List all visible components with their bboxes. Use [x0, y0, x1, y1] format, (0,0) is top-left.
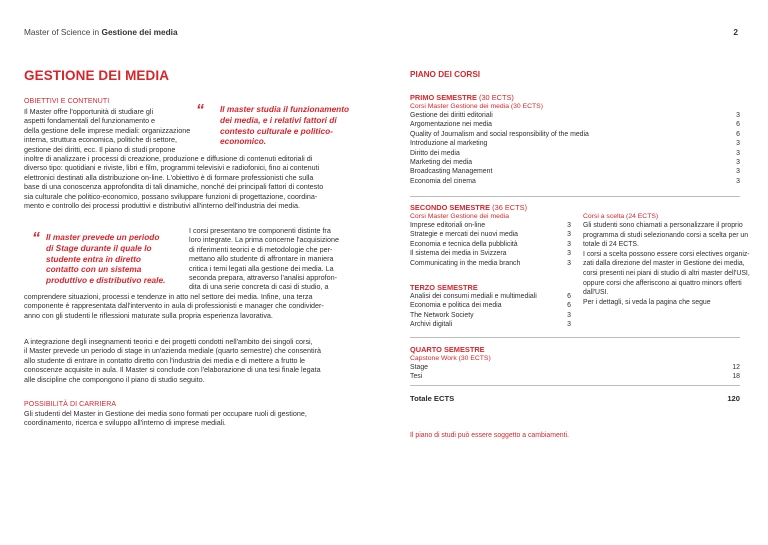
objectives-para-wide [24, 154, 359, 210]
text-line: diverso tipo: quotidiani e riviste, libri e film, programmi televisivi e radiofonici, fino ai contenuti [24, 163, 320, 173]
text-line: Per i dettagli, si veda la pagina che segue [583, 298, 711, 306]
quote-line: economico. [220, 136, 267, 147]
course-ects: 6 [736, 121, 740, 129]
course-name: Il sistema dei media in Svizzera [410, 250, 507, 258]
course-name: Tesi [410, 373, 423, 381]
course-name: Stage [410, 364, 429, 371]
quote-2-lines [46, 232, 206, 286]
text-line: elettronici destinati alla distribuzione on-line. L'obiettivo è di formare professionisti che sulla [24, 172, 314, 182]
text-line: mento e controllo dei processi produttivi e distributivi all'interno dell'industria dei media. [24, 201, 301, 211]
text-line: il Master prevede un periodo di stage in un'azienda mediale (quarto semestre) che consentirà [24, 346, 322, 356]
course-ects: 18 [732, 373, 740, 381]
quote-line: Il master prevede un periodo [46, 232, 160, 242]
objectives-label: OBIETTIVI E CONTENUTI [24, 98, 110, 105]
text-line: inoltre di analizzare i processi di creazione, produzione e diffusione di contenuti editoriali di [24, 154, 313, 163]
sem4-course-list [410, 363, 740, 382]
text-line: alle discipline che compongono il piano di studio seguito. [24, 374, 205, 384]
total-label: Totale ECTS [410, 394, 455, 403]
course-name: Communicating in the media branch [410, 259, 521, 267]
page-title: GESTIONE DEI MEDIA [24, 68, 170, 83]
course-row [410, 158, 740, 167]
total-value: 120 [727, 394, 740, 403]
course-row [410, 111, 740, 120]
course-ects: 3 [736, 177, 740, 185]
electives-title: Corsi a scelta (24 ECTS) [583, 213, 659, 220]
text-line: mettano allo studente di affrontare in maniera [189, 254, 334, 264]
text-line: della gestione delle imprese mediali: organizzazione [24, 125, 191, 135]
quote-line: contesto culturale e politico- [220, 125, 333, 136]
course-ects: 3 [567, 250, 571, 258]
course-row [410, 139, 740, 148]
components-para-narrow [189, 226, 361, 292]
course-name: Argomentazione nei media [410, 121, 492, 129]
text-line: seconda prepara, attraverso l'analisi approfon- [189, 273, 338, 283]
quote-line: studente entra in diretto [46, 253, 141, 264]
course-ects: 6 [567, 293, 571, 300]
course-name: Imprese editoriali on-line [410, 222, 486, 229]
quote-1-lines [220, 104, 380, 147]
sem4-title: QUARTO SEMESTRE [410, 345, 485, 354]
quote-mark-icon: “ [32, 230, 40, 247]
divider [410, 385, 740, 386]
page-number: 2 [733, 27, 738, 37]
course-ects: 3 [736, 140, 740, 148]
course-ects: 3 [736, 168, 740, 176]
quote-line: dei media, e i relativi fattori di [220, 114, 337, 125]
course-name: Diritto dei media [410, 149, 460, 157]
sem2-title: SECONDO SEMESTRE (36 ECTS) [410, 203, 528, 212]
text-line: interna, struttura economica, politiche di settore, [24, 135, 178, 145]
course-name: Economia e tecnica della pubblicità [410, 240, 518, 248]
course-name: Gestione dei diritti editoriali [410, 112, 493, 119]
course-name: Analisi dei consumi mediali e multimediali [410, 293, 537, 300]
course-ects: 3 [567, 231, 571, 239]
course-ects: 3 [736, 159, 740, 167]
course-row [410, 311, 571, 320]
course-row [410, 177, 740, 186]
text-line: corsi presenti nei piani di studio di altri master dell'USI, [583, 269, 750, 277]
total-ects-row [410, 394, 740, 403]
course-ects: 3 [567, 311, 571, 319]
course-row [410, 120, 740, 129]
text-line: coordinamento, ricerca e sviluppo all'interno di imprese mediali. [24, 418, 226, 428]
course-row [410, 230, 571, 239]
plan-title: PIANO DEI CORSI [410, 70, 481, 79]
course-row [410, 292, 571, 301]
text-line: base di una conoscenza approfondita di tali dinamiche, nonché dei principali fattori di contesto [24, 182, 324, 192]
course-name: Economia e politica dei media [410, 302, 502, 310]
divider [410, 196, 740, 197]
running-header: Master of Science in Gestione dei media [24, 27, 178, 37]
text-line: Gli studenti del Master in Gestione dei media sono formati per occupare ruoli di gestione, [24, 409, 307, 418]
quote-line: di Stage durante il quale lo [46, 242, 152, 253]
course-name: Broadcasting Management [410, 168, 493, 176]
course-name: Archivi digitali [410, 321, 453, 329]
quote-line: Il master studia il funzionamento [220, 104, 350, 114]
sem4-subtitle: Capstone Work (30 ECTS) [410, 355, 491, 362]
objectives-para-narrow [24, 107, 200, 154]
course-ects: 3 [736, 149, 740, 157]
program-name: Gestione dei media [101, 27, 178, 37]
course-ects: 6 [567, 302, 571, 310]
text-line: sia culturale che politico-economico, possano sviluppare funzioni di progettazione, coordina- [24, 191, 318, 201]
quote-line: produttivo e distributivo reale. [46, 275, 166, 286]
course-ects: 6 [736, 130, 740, 138]
stage-para [24, 337, 361, 384]
course-row [410, 167, 740, 176]
course-ects: 3 [567, 240, 571, 248]
course-row [410, 240, 571, 249]
text-line: allo studente di entrare in contatto diretto con l'industria dei media e di mettere a frutto le [24, 355, 306, 365]
components-para-wide [24, 292, 361, 320]
text-line: programma di studi selezionando corsi a scelta per un [583, 231, 749, 239]
sem1-title: PRIMO SEMESTRE (30 ECTS) [410, 93, 514, 102]
text-line: dall'USI. [583, 289, 609, 297]
course-row [410, 221, 571, 230]
text-line: componente è rappresentata dall'intervento in aula di professionisti e manager che condivider- [24, 301, 324, 311]
plan-note: Il piano di studi può essere soggetto a cambiamenti. [410, 432, 569, 439]
sem1-subtitle: Corsi Master Gestione dei media (30 ECTS) [410, 103, 543, 110]
course-name: Marketing dei media [410, 159, 473, 167]
course-ects: 3 [567, 259, 571, 267]
course-row [410, 130, 740, 139]
course-ects: 3 [736, 112, 740, 119]
course-ects: 12 [732, 364, 740, 371]
course-ects: 3 [567, 321, 571, 329]
course-name: Economia del cinema [410, 177, 476, 185]
course-row [410, 149, 740, 158]
course-row [410, 372, 740, 381]
course-row [410, 249, 571, 258]
divider [410, 337, 740, 338]
sem2-subtitle: Corsi Master Gestione dei media [410, 213, 509, 220]
text-line: dita di una serie concreta di casi di studio, a [189, 282, 329, 292]
quote-mark-icon: “ [196, 102, 204, 119]
course-row [410, 320, 571, 329]
course-name: The Network Society [410, 311, 474, 319]
electives-text [583, 221, 750, 307]
text-line: zati dalla direzione del master in Gestione dei media, [583, 260, 745, 268]
sem1-course-list [410, 111, 740, 186]
text-line: A integrazione degli insegnamenti teorici e dei progetti condotti nell'ambito dei singoli corsi, [24, 337, 313, 346]
text-line: loro integrate. La prima concerne l'acquisizione [189, 235, 339, 245]
text-line: oppure corsi che afferiscono ai quattro minors offerti [583, 279, 742, 287]
course-row [410, 301, 571, 310]
text-line: gestione dei diritti, ecc. Il piano di studi propone [24, 144, 176, 154]
course-name: Quality of Journalism and social responsibility of the media [410, 130, 589, 138]
sem2-course-list [410, 221, 571, 268]
career-label: POSSIBILITÀ DI CARRIERA [24, 401, 117, 408]
text-line: Gli studenti sono chiamati a personalizzare il proprio [583, 222, 743, 229]
course-row [410, 363, 740, 372]
text-line: conoscenze acquisite in aula. Il Master si conclude con l'elaborazione di una tesi finale legata [24, 365, 321, 375]
career-para [24, 409, 361, 428]
text-line: di riferimenti teorici e di metodologie che per- [189, 244, 333, 254]
course-name: Strategie e mercati dei nuovi media [410, 231, 519, 239]
sem3-title: TERZO SEMESTRE [410, 283, 478, 292]
text-line: comprendere situazioni, processi e tendenze in atto nel settore dei media. Infine, una terza [24, 292, 313, 301]
sem3-course-list [410, 292, 571, 330]
quote-line: contatto con un sistema [46, 264, 142, 275]
text-line: I corsi presentano tre componenti distinte fra [189, 226, 331, 235]
text-line: I corsi a scelta possono essere corsi electives organiz- [583, 250, 750, 258]
text-line: totale di 24 ECTS. [583, 241, 639, 249]
course-ects: 3 [567, 222, 571, 229]
course-row [410, 259, 571, 268]
course-name: Introduzione al marketing [410, 140, 488, 148]
text-line: anno con gli studenti le riflessioni maturate sulla propria esperienza lavorativa. [24, 310, 273, 320]
text-line: aspetti fondamentali del funzionamento e [24, 116, 156, 126]
text-line: Il Master offre l'opportunità di studiare gli [24, 107, 154, 116]
text-line: critica i temi legati alla gestione dei media. La [189, 263, 334, 273]
